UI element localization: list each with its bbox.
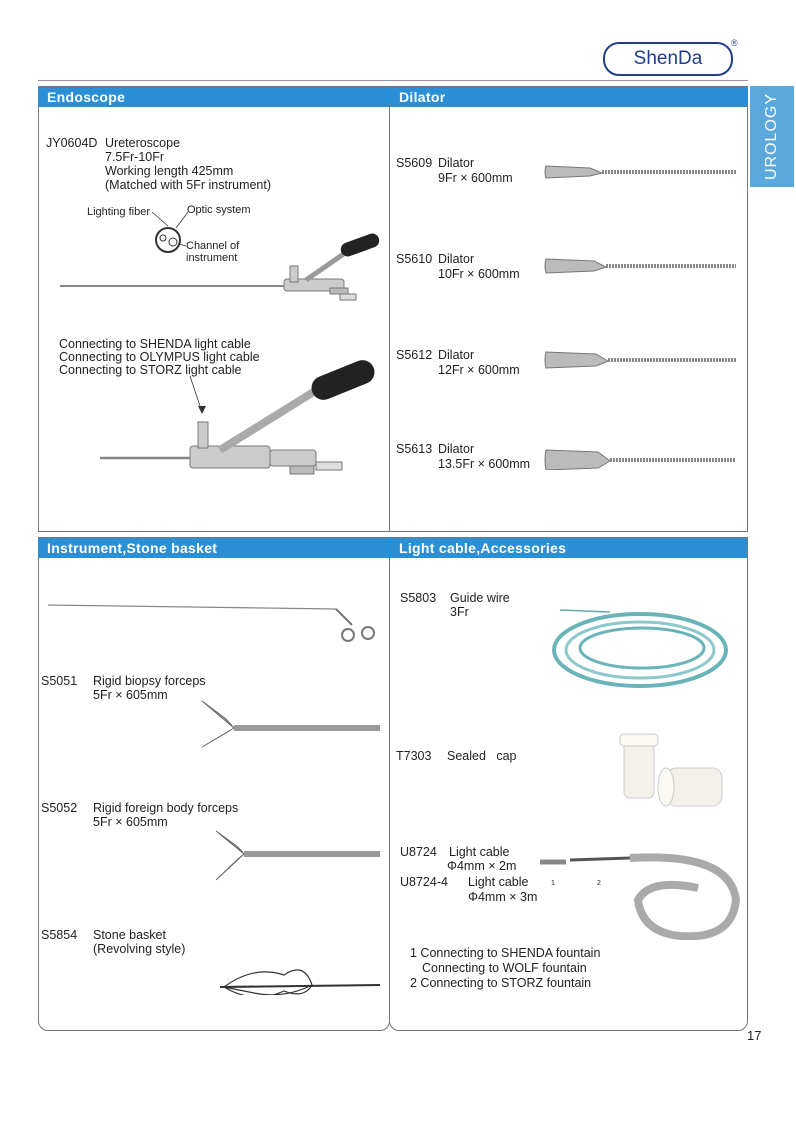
section-endoscope: Endoscope — [38, 87, 389, 107]
diagram-optic-label: Optic system — [187, 204, 251, 216]
dilator-10fr-illustration — [545, 259, 736, 273]
connection-1: Connecting to SHENDA light cable — [59, 337, 251, 351]
dilator-size: 13.5Fr × 600mm — [438, 457, 531, 471]
diagram-fiber-label: Lighting fiber — [87, 206, 150, 218]
cable1-code: U8724 — [400, 845, 437, 859]
endoscope-length: Working length 425mm — [105, 164, 234, 178]
instrument-name: Rigid foreign body forceps — [93, 801, 239, 815]
instrument-code: S5854 — [41, 928, 78, 942]
guide-name: Guide wire — [450, 591, 510, 605]
page-number: 17 — [747, 1028, 762, 1043]
cable2-code: U8724-4 — [400, 875, 448, 889]
dilator-illustrations — [540, 160, 740, 470]
endoscope-matched: (Matched with 5Fr instrument) — [105, 178, 272, 192]
instrument-code: S5052 — [41, 801, 78, 815]
instrument-name: Rigid biopsy forceps — [93, 674, 206, 688]
foreign-body-forceps-illustration — [216, 831, 380, 880]
header-rule — [38, 80, 748, 81]
guide-wire-illustration — [554, 610, 726, 686]
dilator-size: 12Fr × 600mm — [438, 363, 520, 377]
dilator-code: S5613 — [396, 442, 433, 456]
endoscope-size: 7.5Fr-10Fr — [105, 150, 165, 164]
cable1-size: Φ4mm × 2m — [447, 859, 517, 873]
dilator-13fr-illustration — [545, 450, 736, 470]
section-light: Light cable,Accessories — [390, 538, 747, 558]
cap-code: T7303 — [396, 749, 432, 763]
side-tab-label: UROLOGY — [763, 93, 780, 181]
diagram-channel-label: Channel of instrument — [186, 240, 240, 264]
connection-3: Connecting to STORZ light cable — [59, 363, 242, 377]
brand-name: ShenDa — [633, 48, 703, 69]
sealed-cap-illustration — [620, 734, 722, 806]
dilator-name: Dilator — [438, 252, 475, 266]
registered-mark: ® — [731, 38, 738, 48]
dilator-code: S5612 — [396, 348, 433, 362]
cable1-name: Light cable — [449, 845, 510, 859]
section-dilator: Dilator — [390, 87, 747, 107]
dilator-12fr-illustration — [545, 352, 736, 368]
section-instrument: Instrument,Stone basket — [38, 538, 389, 558]
cable2-name: Light cable — [468, 875, 529, 889]
instrument-size: (Revolving style) — [93, 942, 186, 956]
cable2-size: Φ4mm × 3m — [468, 890, 538, 904]
stone-basket-illustration — [220, 970, 380, 995]
dilator-size: 10Fr × 600mm — [438, 267, 520, 281]
dilator-9fr-illustration — [545, 166, 736, 178]
endoscope-name: Ureteroscope — [105, 136, 181, 150]
dilator-code: S5609 — [396, 156, 433, 170]
brand-logo — [603, 42, 733, 76]
instrument-code: S5051 — [41, 674, 78, 688]
dilator-name: Dilator — [438, 156, 475, 170]
dilator-name: Dilator — [438, 442, 475, 456]
cable-mark-2: 2 — [597, 880, 601, 887]
cable-mark-1: 1 — [551, 880, 555, 887]
cap-name: Sealed cap — [447, 749, 517, 763]
connection-2: Connecting to OLYMPUS light cable — [59, 350, 260, 364]
dilator-name: Dilator — [438, 348, 475, 362]
endoscope-code: JY0604D — [46, 136, 98, 150]
guide-code: S5803 — [400, 591, 437, 605]
dilator-size: 9Fr × 600mm — [438, 171, 513, 185]
accessory-illustrations — [530, 600, 742, 940]
instrument-size: 5Fr × 605mm — [93, 815, 168, 829]
guide-size: 3Fr — [450, 605, 469, 619]
dilator-code: S5610 — [396, 252, 433, 266]
instrument-name: Stone basket — [93, 928, 166, 942]
light-cable-illustration — [540, 857, 736, 936]
instrument-size: 5Fr × 605mm — [93, 688, 168, 702]
grasper-illustration — [48, 605, 374, 641]
cable-note-2: Connecting to WOLF fountain — [422, 961, 587, 975]
cable-note-1: 1 Connecting to SHENDA fountain — [410, 946, 601, 960]
cable-note-3: 2 Connecting to STORZ fountain — [410, 976, 592, 990]
biopsy-forceps-illustration — [202, 701, 380, 747]
